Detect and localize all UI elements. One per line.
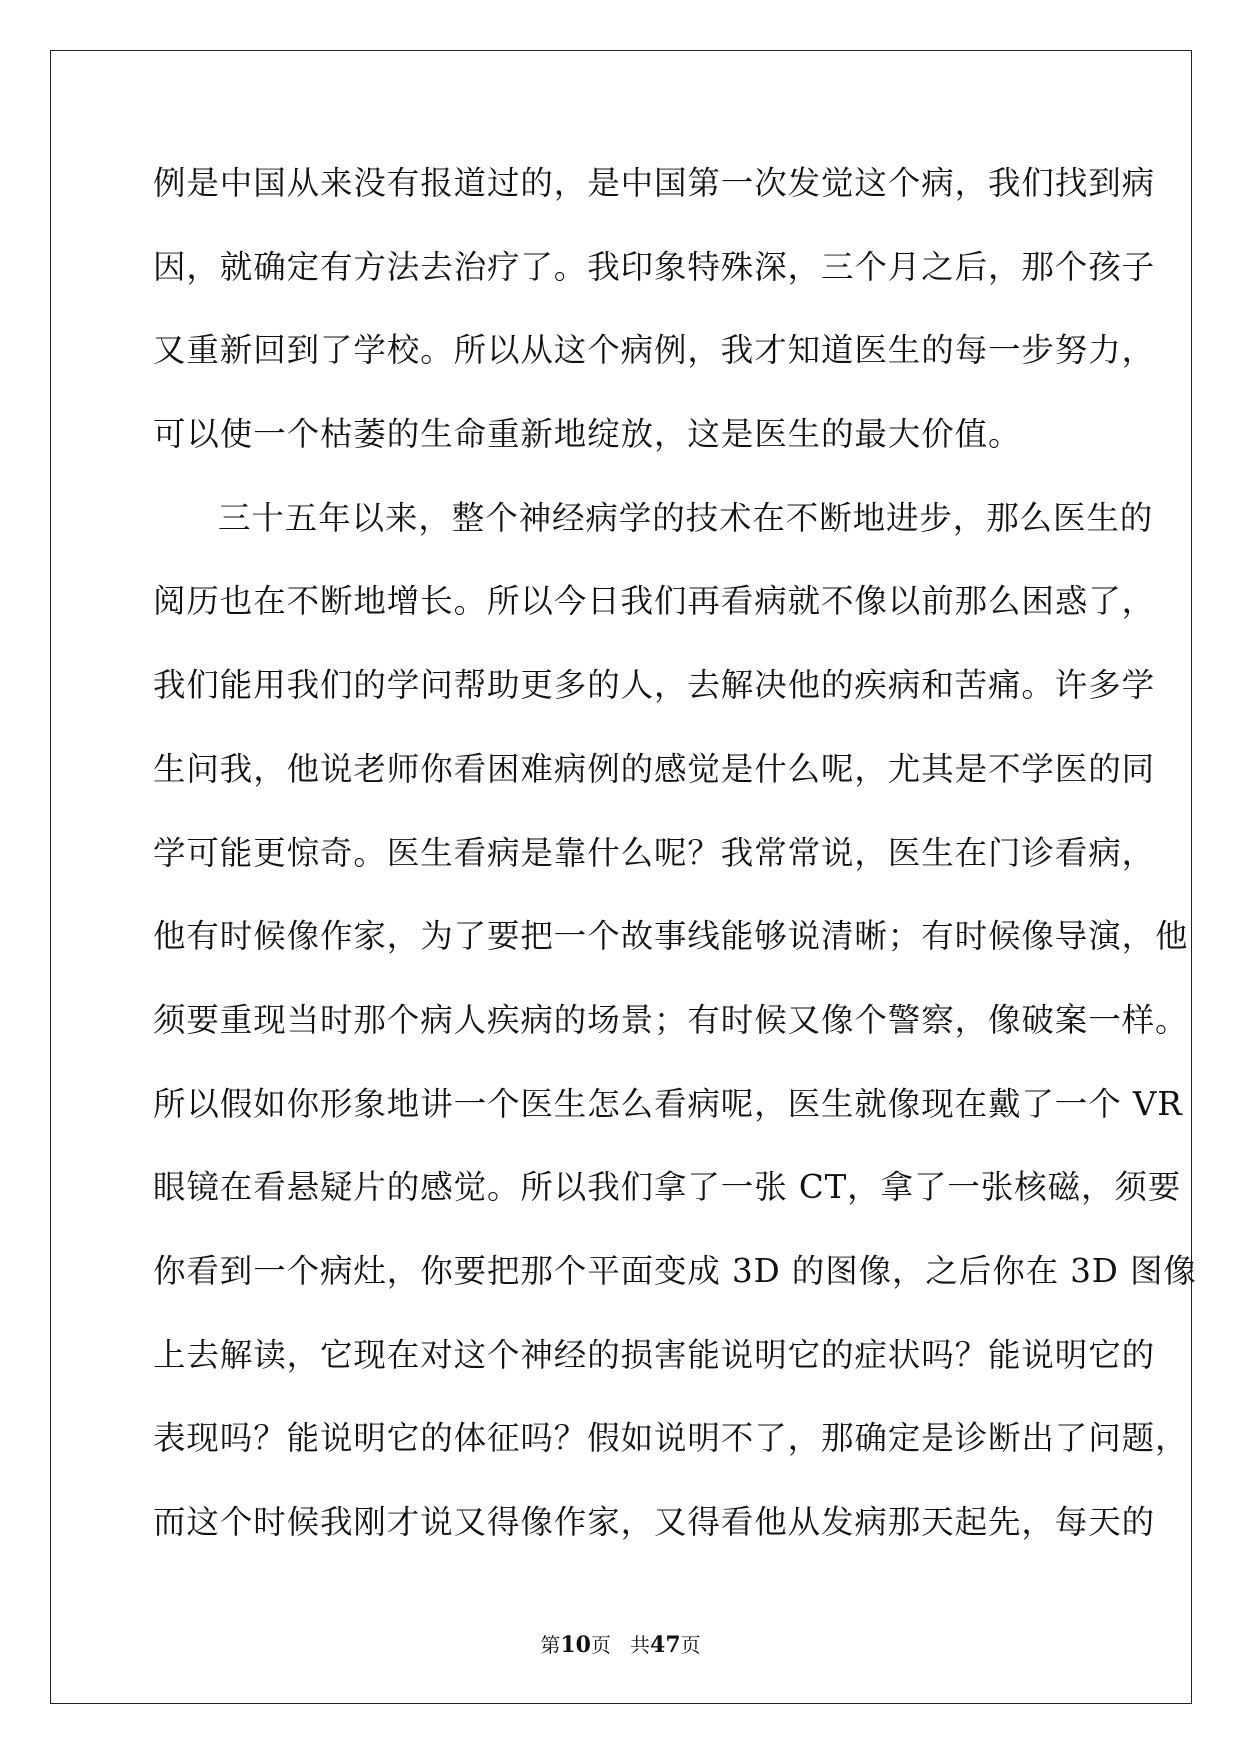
page-footer — [0, 1633, 1241, 1657]
text-line: 表现吗？能说明它的体征吗？假如说明不了，那确定是诊断出了问题， — [153, 1419, 1189, 1458]
paragraph-start-line: 三十五年以来，整个神经病学的技术在不断地进步，那么医生的 — [218, 498, 1154, 537]
text-line: 上去解读，它现在对这个神经的损害能说明它的症状吗？能说明它的 — [153, 1335, 1156, 1374]
footer-total-prefix: 共 — [630, 1633, 651, 1657]
text-line: 阅历也在不断地增长。所以今日我们再看病就不像以前那么困惑了， — [153, 582, 1156, 621]
footer-page-suffix: 页 — [590, 1633, 611, 1657]
text-line: 眼镜在看悬疑片的感觉。所以我们拿了一张 CT，拿了一张核磁，须要 — [153, 1168, 1182, 1207]
text-line: 而这个时候我刚才说又得像作家，又得看他从发病那天起先，每天的 — [153, 1503, 1156, 1541]
text-line: 须要重现当时那个病人疾病的场景；有时候又像个警察，像破案一样。 — [153, 1000, 1189, 1039]
document-body — [153, 164, 1197, 1588]
text-line: 我们能用我们的学问帮助更多的人，去解决他的疾病和苦痛。许多学 — [153, 666, 1156, 705]
text-line: 你看到一个病灶，你要把那个平面变成 3D 的图像，之后你在 3D 图像 — [153, 1251, 1197, 1290]
text-line: 所以假如你形象地讲一个医生怎么看病呢，医生就像现在戴了一个 VR — [153, 1084, 1183, 1123]
footer-page-prefix: 第 — [540, 1633, 561, 1657]
text-line: 因，就确定有方法去治疗了。我印象特殊深，三个月之后，那个孩子 — [153, 247, 1156, 286]
text-line: 学可能更惊奇。医生看病是靠什么呢？我常常说，医生在门诊看病， — [153, 833, 1156, 872]
text-line: 例是中国从来没有报道过的，是中国第一次发觉这个病，我们找到病 — [153, 164, 1156, 202]
footer-total-suffix: 页 — [680, 1633, 701, 1657]
text-line: 生问我，他说老师你看困难病例的感觉是什么呢，尤其是不学医的同 — [153, 749, 1156, 788]
text-line: 又重新回到了学校。所以从这个病例，我才知道医生的每一步努力， — [153, 331, 1156, 370]
current-page-number: 10 — [560, 1632, 591, 1658]
text-line: 他有时候像作家，为了要把一个故事线能够说清晰；有时候像导演，他 — [153, 917, 1189, 956]
total-page-count: 47 — [650, 1632, 681, 1658]
text-line: 可以使一个枯萎的生命重新地绽放，这是医生的最大价值。 — [153, 415, 1022, 454]
